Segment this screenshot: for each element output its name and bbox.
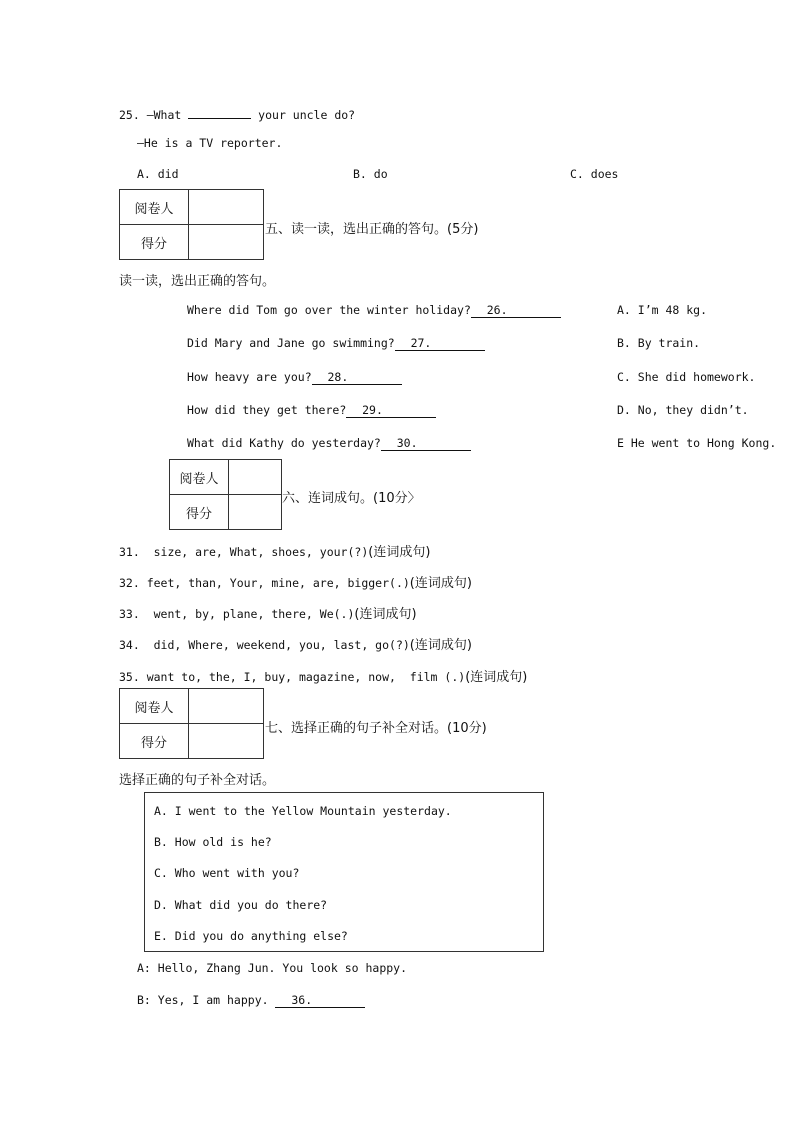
score-table — [119, 688, 264, 759]
question-text: How did they get there? — [187, 403, 347, 417]
blank-number: 26. — [486, 303, 508, 317]
score-table — [119, 189, 264, 260]
section-6-heading: 六、连词成句。(10分〉 — [282, 491, 421, 506]
blank-number: 30. — [396, 436, 418, 450]
reviewer-label: 阅卷人 — [120, 190, 189, 225]
option-d: D. What did you do there? — [154, 898, 328, 912]
dialog-line-a: A: Hello, Zhang Jun. You look so happy. — [137, 961, 408, 975]
question-text: 32. feet, than, Your, mine, are, bigger(.) — [119, 576, 410, 590]
score-cell — [189, 724, 264, 759]
question-32 — [119, 572, 472, 591]
reviewer-cell — [189, 689, 264, 724]
option-c[interactable]: C. does — [570, 167, 619, 181]
answer-option-c: C. She did homework. — [617, 370, 756, 384]
question-text: your uncle do? — [251, 108, 356, 122]
reviewer-cell — [229, 460, 282, 495]
question-tag: (连词成句) — [465, 670, 528, 685]
question-tag: (连词成句) — [368, 545, 431, 560]
reviewer-cell — [189, 190, 264, 225]
answer-blank[interactable] — [188, 105, 251, 119]
answer-blank[interactable] — [346, 403, 436, 418]
question-text: Where did Tom go over the winter holiday? — [187, 303, 471, 317]
question-35 — [119, 666, 527, 685]
question-text: 25. —What — [119, 108, 189, 122]
question-text: How heavy are you? — [187, 370, 312, 384]
question-29 — [187, 403, 436, 418]
option-b: B. How old is he? — [154, 835, 272, 849]
option-e: E. Did you do anything else? — [154, 929, 348, 943]
question-text: 35. want to, the, I, buy, magazine, now, film (.) — [119, 670, 466, 684]
options-box — [144, 792, 544, 952]
dialog-line-b — [137, 993, 365, 1008]
answer-blank[interactable] — [312, 370, 402, 385]
question-28 — [187, 370, 402, 385]
answer-blank[interactable] — [471, 303, 561, 318]
answer-option-e: E He went to Hong Kong. — [617, 436, 777, 450]
section-5-instruction: 读一读，选出正确的答句。 — [119, 274, 276, 289]
option-a[interactable]: A. did — [137, 167, 179, 181]
question-25-reply: —He is a TV reporter. — [137, 136, 283, 150]
question-tag: (连词成句) — [409, 576, 472, 591]
answer-option-d: D. No, they didn’t. — [617, 403, 749, 417]
question-25 — [119, 105, 355, 122]
question-33 — [119, 603, 417, 622]
question-text: What did Kathy do yesterday? — [187, 436, 381, 450]
score-table — [169, 459, 282, 530]
option-c: C. Who went with you? — [154, 866, 300, 880]
score-label: 得分 — [170, 495, 229, 530]
blank-number: 36. — [291, 993, 313, 1007]
question-text: 33. went, by, plane, there, We(.) — [119, 607, 355, 621]
answer-blank[interactable] — [395, 336, 485, 351]
question-31 — [119, 541, 430, 560]
blank-number: 29. — [362, 403, 383, 417]
question-30 — [187, 436, 471, 451]
question-text: Did Mary and Jane go swimming? — [187, 336, 395, 350]
blank-number: 27. — [410, 336, 432, 350]
answer-blank[interactable] — [275, 993, 365, 1008]
answer-option-b: B. By train. — [617, 336, 701, 350]
score-cell — [189, 225, 264, 260]
answer-blank[interactable] — [381, 436, 471, 451]
score-cell — [229, 495, 282, 530]
question-tag: (连词成句) — [354, 607, 417, 622]
option-a: A. I went to the Yellow Mountain yesterday. — [154, 804, 452, 818]
score-label: 得分 — [120, 225, 189, 260]
question-tag: (连词成句) — [409, 638, 472, 653]
question-27 — [187, 336, 485, 351]
reviewer-label: 阅卷人 — [120, 689, 189, 724]
question-26 — [187, 303, 561, 318]
section-7-instruction: 选择正确的句子补全对话。 — [119, 773, 276, 788]
question-text: 31. size, are, What, shoes, your(?) — [119, 545, 369, 559]
answer-option-a: A. I’m 48 kg. — [617, 303, 708, 317]
dialog-text: B: Yes, I am happy. — [137, 993, 276, 1007]
option-b[interactable]: B. do — [353, 167, 388, 181]
question-34 — [119, 634, 472, 653]
question-text: 34. did, Where, weekend, you, last, go(?) — [119, 638, 410, 652]
reviewer-label: 阅卷人 — [170, 460, 229, 495]
blank-number: 28. — [327, 370, 349, 384]
section-7-heading: 七、选择正确的句子补全对话。(10分) — [265, 721, 487, 736]
section-5-heading: 五、读一读，选出正确的答句。(5分) — [265, 222, 479, 237]
score-label: 得分 — [120, 724, 189, 759]
